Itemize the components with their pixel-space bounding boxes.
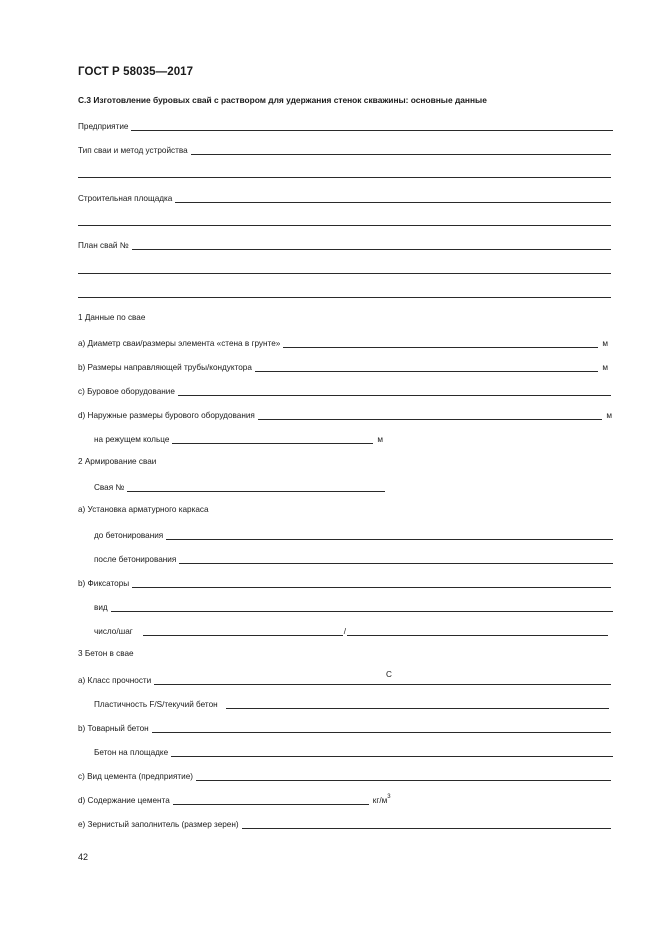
s1-b-label: b) Размеры направляющей трубы/кондуктора: [78, 363, 252, 372]
s1-d2-unit: м: [377, 435, 384, 444]
s3-a1-row: [94, 697, 609, 709]
s1-b-field[interactable]: [255, 362, 598, 372]
s3-d-label: d) Содержание цемента: [78, 796, 170, 805]
s3-d-unit-exponent: 3: [387, 794, 391, 800]
s1-d2-label: на режущем кольце: [94, 435, 170, 444]
pile-plan-label: План свай №: [78, 241, 129, 250]
site-row: [78, 191, 611, 203]
s2-a1-field[interactable]: [166, 530, 613, 540]
section-2-heading: 2 Армирование сваи: [78, 457, 157, 466]
s2-pile-no-row: [94, 480, 385, 492]
s3-b1-label: Бетон на площадке: [94, 748, 169, 757]
s1-d2-row: [94, 432, 383, 444]
s1-a-field[interactable]: [283, 338, 598, 348]
s1-c-field[interactable]: [178, 386, 611, 396]
s3-a1-field[interactable]: [226, 699, 609, 709]
s3-c-field[interactable]: [196, 771, 611, 781]
s3-b-field[interactable]: [152, 723, 611, 733]
s2-b2-label: число/шаг: [94, 627, 133, 636]
enterprise-field[interactable]: [131, 121, 613, 131]
pile-type-field-continued[interactable]: [78, 177, 611, 178]
s2-b2-step-field[interactable]: [347, 626, 608, 636]
s2-b2-row: [94, 624, 608, 636]
pile-type-row: [78, 143, 611, 155]
pile-type-field[interactable]: [191, 145, 611, 155]
s3-e-field[interactable]: [242, 819, 611, 829]
s2-b2-slash: /: [343, 627, 347, 636]
s1-d-label: d) Наружные размеры бурового оборудования: [78, 411, 255, 420]
enterprise-row: [78, 119, 613, 131]
s3-b1-row: [94, 745, 613, 757]
s1-a-label: а) Диаметр сваи/размеры элемента «стена в грунте»: [78, 339, 281, 348]
s2-b-label: b) Фиксаторы: [78, 579, 130, 588]
section-1-heading: 1 Данные по свае: [78, 313, 146, 322]
s2-pile-no-label: Свая №: [94, 483, 125, 492]
s1-a-row: [78, 336, 608, 348]
pile-plan-field-continued-1[interactable]: [78, 273, 611, 274]
s2-a1-label: до бетонирования: [94, 531, 164, 540]
s3-d-field[interactable]: [173, 795, 369, 805]
s3-d-unit: [373, 796, 391, 805]
s1-d-row: [78, 408, 612, 420]
s3-e-row: [78, 817, 611, 829]
s2-a-label: а) Установка арматурного каркаса: [78, 505, 209, 514]
s2-a2-field[interactable]: [179, 554, 613, 564]
s2-b1-row: [94, 600, 613, 612]
s2-a2-row: [94, 552, 613, 564]
s3-a1-label: Пластичность F/S/текучий бетон: [94, 700, 218, 709]
s3-a-class-mark: С: [386, 670, 392, 679]
s3-a-label: а) Класс прочности: [78, 676, 152, 685]
s2-b1-field[interactable]: [111, 602, 613, 612]
pile-plan-row: [78, 238, 611, 250]
s3-b-row: [78, 721, 611, 733]
s2-b1-label: вид: [94, 603, 108, 612]
s3-c-label: с) Вид цемента (предприятие): [78, 772, 193, 781]
section-3-heading: 3 Бетон в свае: [78, 649, 134, 658]
s1-c-label: с) Буровое оборудование: [78, 387, 175, 396]
s2-a1-row: [94, 528, 613, 540]
pile-plan-field-continued-2[interactable]: [78, 297, 611, 298]
pile-type-label: Тип сваи и метод устройства: [78, 146, 188, 155]
page-number: 42: [78, 852, 89, 862]
s1-d-unit: м: [606, 411, 612, 420]
s2-b-row: [78, 576, 611, 588]
s1-d-field[interactable]: [258, 410, 603, 420]
s3-b-label: b) Товарный бетон: [78, 724, 149, 733]
site-field-continued[interactable]: [78, 225, 611, 226]
s1-c-row: [78, 384, 611, 396]
section-title: С.3 Изготовление буровых свай с раствором для удержания стенок скважины: основные данные: [78, 95, 487, 105]
s3-b1-field[interactable]: [171, 747, 613, 757]
s3-d-row: [78, 793, 391, 805]
site-field[interactable]: [175, 193, 611, 203]
s3-e-label: е) Зернистый заполнитель (размер зерен): [78, 820, 239, 829]
document-header: ГОСТ Р 58035—2017: [78, 66, 194, 78]
s1-b-unit: м: [602, 363, 608, 372]
s2-pile-no-field[interactable]: [127, 482, 385, 492]
s1-d2-field[interactable]: [172, 434, 373, 444]
enterprise-label: Предприятие: [78, 122, 129, 131]
pile-plan-field[interactable]: [132, 240, 611, 250]
s3-a-row: [78, 673, 611, 685]
s3-d-unit-base: кг/м: [372, 796, 388, 805]
s2-a2-label: после бетонирования: [94, 555, 177, 564]
s2-b2-count-field[interactable]: [143, 626, 343, 636]
site-label: Строительная площадка: [78, 194, 173, 203]
s1-b-row: [78, 360, 608, 372]
s1-a-unit: м: [602, 339, 608, 348]
s2-b-field[interactable]: [132, 578, 611, 588]
s3-a-field[interactable]: [154, 675, 611, 685]
s3-c-row: [78, 769, 611, 781]
